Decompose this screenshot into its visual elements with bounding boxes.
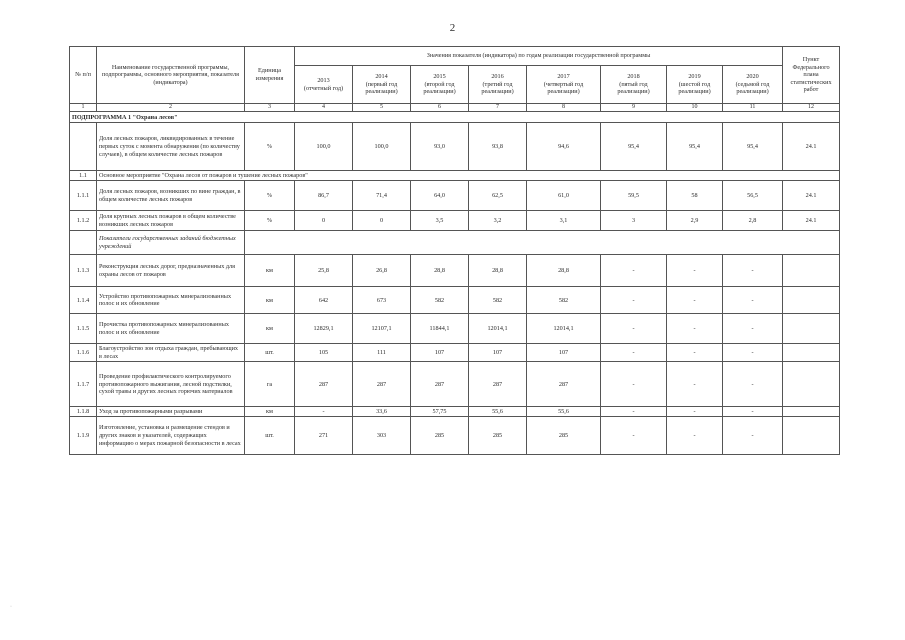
unit: % — [245, 211, 295, 231]
value-cell: 28,8 — [527, 255, 601, 287]
value-cell: - — [723, 344, 783, 362]
indicator-name: Уход за противопожарными разрывами — [97, 407, 245, 417]
value-cell: 287 — [353, 362, 411, 407]
value-cell: 12107,1 — [353, 314, 411, 344]
value-cell: - — [667, 287, 723, 314]
unit: км — [245, 287, 295, 314]
value-cell: 285 — [469, 417, 527, 455]
indicator-name: Прочистка противопожарных минерализованных полос и их обновление — [97, 314, 245, 344]
year-label: 2014 — [375, 73, 388, 81]
header-year-2016 — [469, 66, 527, 104]
value-cell: - — [601, 287, 667, 314]
year-note: (отчетный год) — [303, 84, 344, 92]
row-number: 1.1.9 — [70, 417, 97, 455]
value-cell: 12014,1 — [527, 314, 601, 344]
value-cell: 2,8 — [723, 211, 783, 231]
value-cell: 26,8 — [353, 255, 411, 287]
indicator-name: Доля лесных пожаров, возникших по вине граждан, в общем количестве лесных пожаров — [97, 181, 245, 211]
row-number: 1.1.4 — [70, 287, 97, 314]
year-note: (второй год реализации) — [423, 80, 456, 96]
value-cell: 55,6 — [527, 407, 601, 417]
value-cell: 28,8 — [411, 255, 469, 287]
subsection-title: Показатели государственных заданий бюджетных учреждений — [97, 231, 245, 255]
value-cell: 28,8 — [469, 255, 527, 287]
empty-cell — [245, 231, 840, 255]
value-cell: - — [723, 407, 783, 417]
row-number — [70, 123, 97, 171]
value-cell: 95,4 — [723, 123, 783, 171]
fed-plan-cell — [783, 314, 840, 344]
year-label: 2019 — [688, 73, 701, 81]
column-number: 12 — [783, 104, 840, 112]
column-number: 10 — [667, 104, 723, 112]
table-row — [70, 181, 840, 211]
value-cell: - — [667, 417, 723, 455]
value-cell: 582 — [527, 287, 601, 314]
value-cell: - — [601, 417, 667, 455]
margin-mark: · — [10, 604, 12, 610]
indicator-name: Изготовление, установка и размещение стендов и других знаков и указателей, содержащих информацию о мерах пожарной безопасности в лесах — [97, 417, 245, 455]
header-year-2019 — [667, 66, 723, 104]
unit: км — [245, 314, 295, 344]
table-row — [70, 287, 840, 314]
value-cell: 3 — [601, 211, 667, 231]
value-cell: 25,8 — [295, 255, 353, 287]
indicator-name: Благоустройство зон отдыха граждан, пребывающих в лесах — [97, 344, 245, 362]
year-label: 2013 — [317, 76, 330, 84]
row-number: 1.1.3 — [70, 255, 97, 287]
fed-plan-cell: 24.1 — [783, 123, 840, 171]
value-cell: - — [723, 417, 783, 455]
fed-plan-cell — [783, 362, 840, 407]
value-cell: - — [723, 314, 783, 344]
value-cell: 582 — [411, 287, 469, 314]
table-row — [70, 231, 840, 255]
indicator-name: Доля крупных лесных пожаров в общем количестве возникших лесных пожаров — [97, 211, 245, 231]
value-cell: 285 — [411, 417, 469, 455]
unit: шт. — [245, 417, 295, 455]
value-cell: - — [667, 255, 723, 287]
column-number: 11 — [723, 104, 783, 112]
year-note: (шестой год реализации) — [678, 80, 711, 96]
value-cell: - — [601, 362, 667, 407]
value-cell: 3,5 — [411, 211, 469, 231]
value-cell: 287 — [411, 362, 469, 407]
unit: км — [245, 407, 295, 417]
year-note: (третий год реализации) — [481, 80, 514, 96]
table-body — [70, 112, 840, 455]
fed-plan-cell — [783, 344, 840, 362]
fed-plan-cell — [783, 407, 840, 417]
value-cell: 93,0 — [411, 123, 469, 171]
row-number: 1.1.1 — [70, 181, 97, 211]
value-cell: - — [667, 362, 723, 407]
value-cell: 57,75 — [411, 407, 469, 417]
indicator-name: Реконструкция лесных дорог, предназначенных для охраны лесов от пожаров — [97, 255, 245, 287]
value-cell: 93,8 — [469, 123, 527, 171]
value-cell: 12014,1 — [469, 314, 527, 344]
value-cell: 56,5 — [723, 181, 783, 211]
value-cell: 0 — [353, 211, 411, 231]
table-row — [70, 211, 840, 231]
year-note: (седьмой год реализации) — [735, 80, 770, 96]
header-unit: Единица измерения — [245, 47, 295, 104]
value-cell: 642 — [295, 287, 353, 314]
header-values-group: Значения показателя (индикатора) по годам реализации государственной программы — [295, 47, 783, 66]
value-cell: 673 — [353, 287, 411, 314]
subprogram-title: ПОДПРОГРАММА 1 "Охрана лесов" — [70, 112, 840, 123]
value-cell: 3,2 — [469, 211, 527, 231]
value-cell: - — [601, 407, 667, 417]
value-cell: 3,1 — [527, 211, 601, 231]
unit: га — [245, 362, 295, 407]
value-cell: 287 — [527, 362, 601, 407]
value-cell: 107 — [527, 344, 601, 362]
fed-plan-cell — [783, 255, 840, 287]
value-cell: 94,6 — [527, 123, 601, 171]
value-cell: 303 — [353, 417, 411, 455]
year-label: 2017 — [557, 73, 570, 81]
unit: % — [245, 123, 295, 171]
header-year-2013 — [295, 66, 353, 104]
value-cell: 0 — [295, 211, 353, 231]
value-cell: 285 — [527, 417, 601, 455]
value-cell: 11844,1 — [411, 314, 469, 344]
fed-plan-cell: 24.1 — [783, 181, 840, 211]
header-year-2017 — [527, 66, 601, 104]
value-cell: - — [723, 362, 783, 407]
value-cell: 111 — [353, 344, 411, 362]
value-cell: 61,0 — [527, 181, 601, 211]
column-number: 8 — [527, 104, 601, 112]
value-cell: - — [723, 287, 783, 314]
value-cell: 64,0 — [411, 181, 469, 211]
indicators-table — [69, 46, 840, 455]
row-number: 1.1.8 — [70, 407, 97, 417]
header-name: Наименование государственной программы, подпрограммы, основного мероприятия, показателя (индикатора) — [97, 47, 245, 104]
fed-plan-cell: 24.1 — [783, 211, 840, 231]
value-cell: - — [723, 255, 783, 287]
header-num: № п/п — [70, 47, 97, 104]
row-number: 1.1.5 — [70, 314, 97, 344]
value-cell: 2,9 — [667, 211, 723, 231]
column-number: 5 — [353, 104, 411, 112]
value-cell: - — [667, 407, 723, 417]
value-cell: 107 — [411, 344, 469, 362]
value-cell: 287 — [295, 362, 353, 407]
column-number: 2 — [97, 104, 245, 112]
header-year-2015 — [411, 66, 469, 104]
year-label: 2020 — [746, 73, 759, 81]
year-note: (четвертый год реализации) — [543, 80, 584, 96]
value-cell: - — [295, 407, 353, 417]
value-cell: 271 — [295, 417, 353, 455]
header-fed-plan: Пункт Федерального плана статистических работ — [783, 47, 840, 104]
year-note: (пятый год реализации) — [617, 80, 650, 96]
row-number: 1.1.6 — [70, 344, 97, 362]
table-row — [70, 123, 840, 171]
value-cell: 287 — [469, 362, 527, 407]
row-number: 1.1.2 — [70, 211, 97, 231]
column-number: 4 — [295, 104, 353, 112]
header-year-2018 — [601, 66, 667, 104]
value-cell: 59,5 — [601, 181, 667, 211]
value-cell: 55,6 — [469, 407, 527, 417]
table-row — [70, 407, 840, 417]
year-label: 2016 — [491, 73, 504, 81]
row-number — [70, 231, 97, 255]
year-note: (первый год реализации) — [365, 80, 398, 96]
page-number: 2 — [449, 22, 456, 34]
column-number: 6 — [411, 104, 469, 112]
value-cell: 86,7 — [295, 181, 353, 211]
table-row — [70, 171, 840, 181]
value-cell: - — [601, 314, 667, 344]
value-cell: 58 — [667, 181, 723, 211]
indicator-name: Устройство противопожарных минерализованных полос и их обновление — [97, 287, 245, 314]
unit: шт. — [245, 344, 295, 362]
value-cell: 100,0 — [353, 123, 411, 171]
header-year-2014 — [353, 66, 411, 104]
value-cell: 62,5 — [469, 181, 527, 211]
value-cell: - — [601, 255, 667, 287]
section-title: Основное мероприятие "Охрана лесов от пожаров и тушение лесных пожаров" — [97, 171, 840, 181]
value-cell: - — [667, 344, 723, 362]
value-cell: - — [667, 314, 723, 344]
fed-plan-cell — [783, 417, 840, 455]
year-label: 2015 — [433, 73, 446, 81]
column-number: 3 — [245, 104, 295, 112]
fed-plan-cell — [783, 287, 840, 314]
table-row — [70, 344, 840, 362]
unit: км — [245, 255, 295, 287]
table-row — [70, 417, 840, 455]
value-cell: 582 — [469, 287, 527, 314]
year-label: 2018 — [627, 73, 640, 81]
header-year-2020 — [723, 66, 783, 104]
column-number: 7 — [469, 104, 527, 112]
table-row — [70, 314, 840, 344]
column-number: 1 — [70, 104, 97, 112]
unit: % — [245, 181, 295, 211]
row-number: 1.1 — [70, 171, 97, 181]
value-cell: 12829,1 — [295, 314, 353, 344]
value-cell: 100,0 — [295, 123, 353, 171]
value-cell: 95,4 — [667, 123, 723, 171]
indicator-name: Доля лесных пожаров, ликвидированных в течение первых суток с момента обнаружения (по количеству случаев), в общем количестве лесных пожаров — [97, 123, 245, 171]
value-cell: 107 — [469, 344, 527, 362]
table-row — [70, 255, 840, 287]
value-cell: 95,4 — [601, 123, 667, 171]
value-cell: - — [601, 344, 667, 362]
table-row — [70, 362, 840, 407]
column-number: 9 — [601, 104, 667, 112]
value-cell: 33,6 — [353, 407, 411, 417]
row-number: 1.1.7 — [70, 362, 97, 407]
column-numbers-row — [70, 104, 840, 112]
value-cell: 105 — [295, 344, 353, 362]
indicator-name: Проведение профилактического контролируемого противопожарного выжигания, лесной подстилки, сухой травы и других лесных горючих материалов — [97, 362, 245, 407]
value-cell: 71,4 — [353, 181, 411, 211]
